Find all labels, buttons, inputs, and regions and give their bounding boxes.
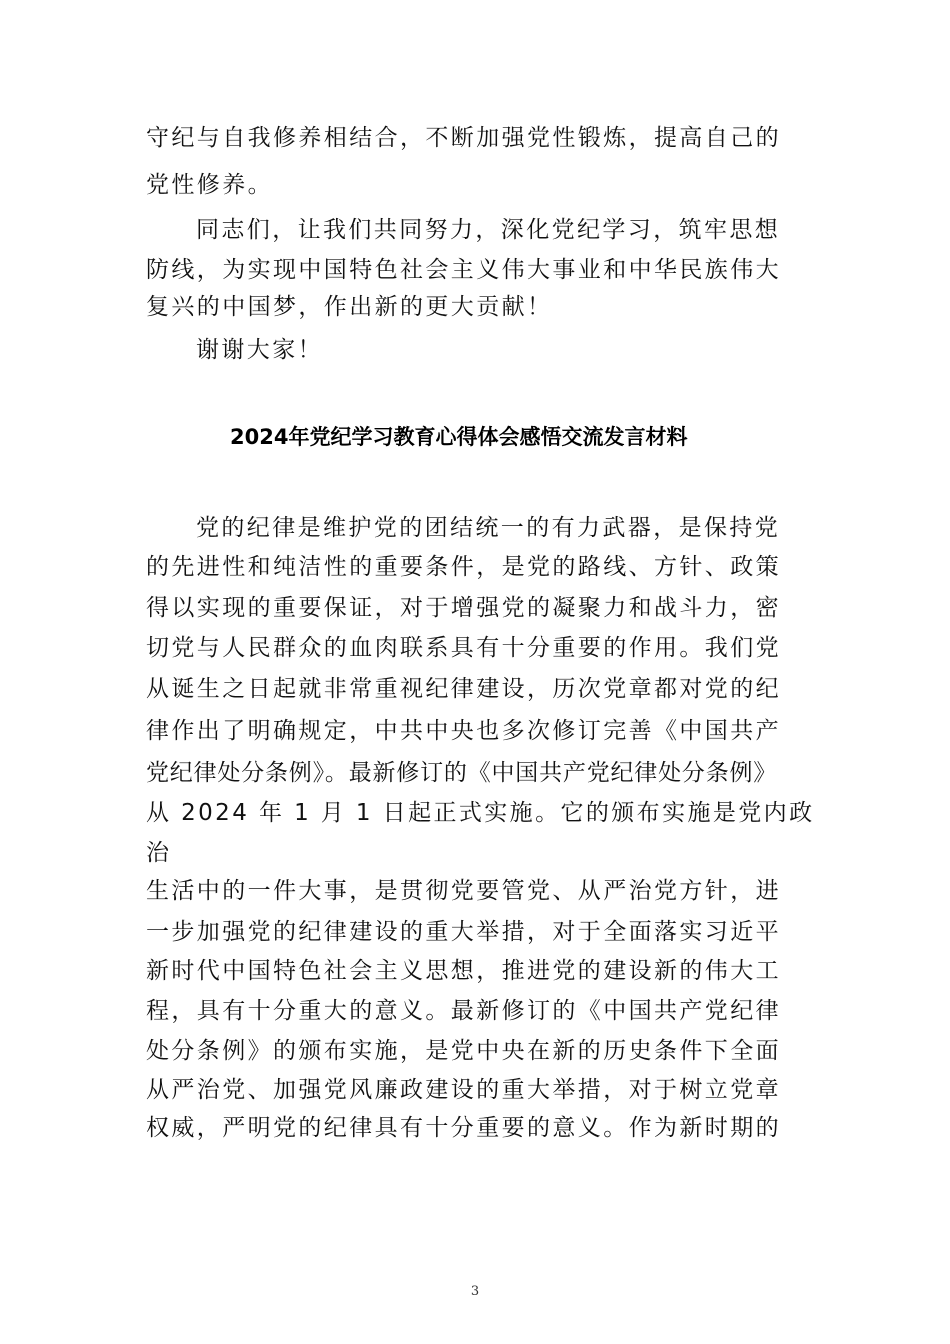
text-line: 治 [146, 840, 172, 866]
article-title: 2024年党纪学习教育心得体会感悟交流发言材料 [230, 425, 688, 449]
text-line: 党的纪律是维护党的团结统一的有力武器，是保持党 [196, 515, 781, 541]
text-line: 复兴的中国梦，作出新的更大贡献！ [146, 294, 553, 320]
text-line: 一步加强党的纪律建设的重大举措，对于全面落实习近平 [146, 919, 781, 945]
text-line: 从严治党、加强党风廉政建设的重大举措，对于树立党章 [146, 1077, 781, 1103]
text-line: 从诞生之日起就非常重视纪律建设，历次党章都对党的纪 [146, 676, 781, 702]
text-line: 处分条例》的颁布实施，是党中央在新的历史条件下全面 [146, 1038, 781, 1064]
page-number: 3 [470, 1284, 480, 1299]
text-line: 律作出了明确规定，中共中央也多次修订完善《中国共产 [146, 718, 781, 744]
text-line: 的先进性和纯洁性的重要条件，是党的路线、方针、政策 [146, 554, 781, 580]
text-line: 党纪律处分条例》。最新修订的《中国共产党纪律处分条例》 [146, 760, 778, 786]
text-line: 从 2024 年 1 月 1 日起正式实施。它的颁布实施是党内政 [146, 800, 815, 826]
text-line: 生活中的一件大事，是贯彻党要管党、从严治党方针，进 [146, 878, 781, 904]
text-line: 防线，为实现中国特色社会主义伟大事业和中华民族伟大 [146, 257, 781, 283]
text-line: 党性修养。 [146, 172, 273, 198]
text-line: 谢谢大家！ [196, 337, 323, 363]
text-line: 守纪与自我修养相结合，不断加强党性锻炼，提高自己的 [146, 125, 781, 151]
text-line: 权威，严明党的纪律具有十分重要的意义。作为新时期的 [146, 1115, 781, 1141]
text-line: 切党与人民群众的血肉联系具有十分重要的作用。我们党 [146, 635, 781, 661]
text-line: 得以实现的重要保证，对于增强党的凝聚力和战斗力，密 [146, 595, 781, 621]
text-line: 同志们，让我们共同努力，深化党纪学习，筑牢思想 [196, 217, 781, 243]
text-line: 新时代中国特色社会主义思想，推进党的建设新的伟大工 [146, 958, 781, 984]
text-line: 程，具有十分重大的意义。最新修订的《中国共产党纪律 [146, 998, 781, 1024]
